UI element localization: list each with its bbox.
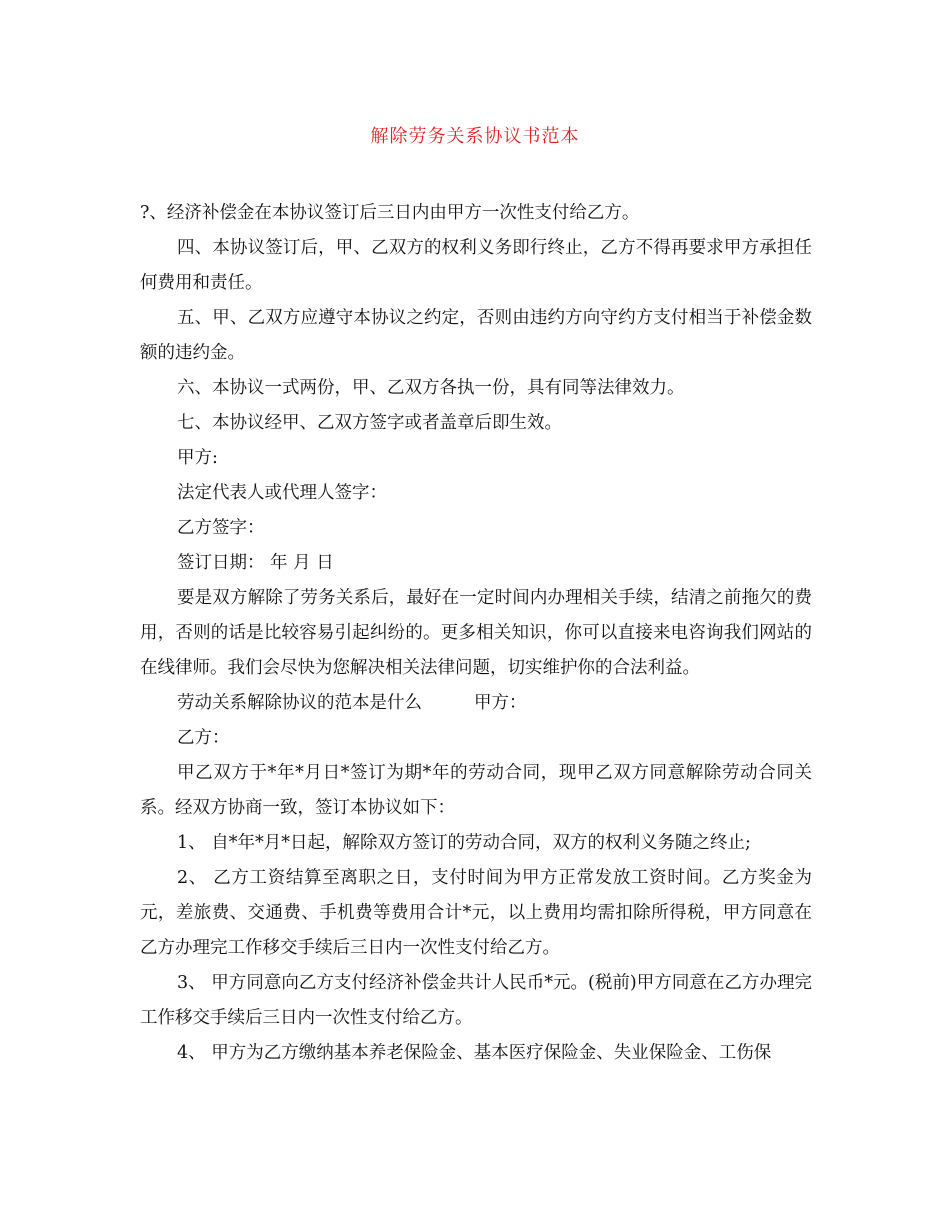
section-heading: 劳动关系解除协议的范本是什么 (177, 693, 422, 713)
paragraph: 七、本协议经甲、乙双方签字或者盖章后即生效。 (177, 413, 562, 433)
clause-item: 3、 甲方同意向乙方支付经济补偿金共计人民币*元。(税前)甲方同意在乙方办理完工作移交手续后三日内一次性支付给乙方。 (140, 973, 812, 1028)
paragraph: 六、本协议一式两份，甲、乙双方各执一份，具有同等法律效力。 (177, 378, 685, 398)
section-heading-line (140, 686, 812, 721)
document-title: 解除劳务关系协议书范本 (370, 126, 580, 147)
paragraph: 五、甲、乙双方应遵守本协议之约定，否则由违约方向守约方支付相当于补偿金数额的违约金。 (140, 308, 812, 363)
clause-item: 1、 自*年*月*日起，解除双方签订的劳动合同，双方的权利义务随之终止; (177, 833, 751, 853)
paragraph: 四、本协议签订后，甲、乙双方的权利义务即行终止，乙方不得再要求甲方承担任何费用和责任。 (140, 238, 812, 293)
paragraph: 要是双方解除了劳务关系后，最好在一定时间内办理相关手续，结清之前拖欠的费用，否则的话是比较容易引起纠纷的。更多相关知识，你可以直接来电咨询我们网站的在线律师。我们会尽快为您解决相关法律问题，切实维护你的合法利益。 (140, 588, 812, 678)
paragraph: ?、经济补偿金在本协议签订后三日内由甲方一次性支付给乙方。 (140, 203, 640, 223)
legal-representative-signature-label: 法定代表人或代理人签字： (177, 483, 387, 503)
paragraph: 甲乙双方于*年*月日*签订为期*年的劳动合同，现甲乙双方同意解除劳动合同关系。经双方协商一致，签订本协议如下： (140, 763, 812, 818)
party-b-label: 乙方： (177, 728, 230, 748)
clause-item: 4、 甲方为乙方缴纳基本养老保险金、基本医疗保险金、失业保险金、工伤保 (177, 1043, 772, 1063)
signing-date-label: 签订日期： 年 月 日 (177, 553, 334, 573)
signature-party-b-label: 乙方签字： (177, 518, 265, 538)
document-body (140, 196, 812, 1071)
party-a-label: 甲方： (474, 693, 527, 713)
signature-party-a-label: 甲方: (177, 448, 218, 468)
clause-item: 2、 乙方工资结算至离职之日，支付时间为甲方正常发放工资时间。乙方奖金为元，差旅费、交通费、手机费等费用合计*元，以上费用均需扣除所得税，甲方同意在乙方办理完工作移交手续后三日内一次性支付给乙方。 (140, 868, 812, 958)
